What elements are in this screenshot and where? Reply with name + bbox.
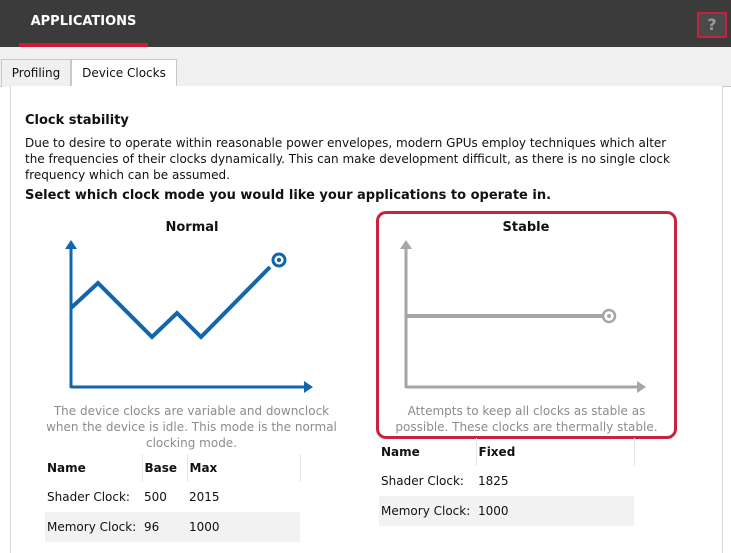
- row-base: 96: [142, 512, 187, 542]
- row-name: Shader Clock:: [381, 474, 464, 488]
- column-header-name: Name: [379, 438, 476, 466]
- stable-clock-table: [379, 438, 635, 526]
- row-base: 500: [144, 490, 167, 504]
- table-row: [379, 466, 634, 496]
- table-row: [45, 482, 300, 512]
- table-row: [45, 512, 300, 542]
- normal-clock-graph-icon: [60, 240, 320, 400]
- table-row: [379, 496, 634, 526]
- stable-clock-graph-icon: [395, 240, 655, 400]
- column-header-base: Base: [142, 454, 187, 482]
- stable-mode-description: Attempts to keep all clocks as stable as possible. These clocks are thermally stable.: [395, 404, 658, 434]
- tab-device-clocks[interactable]: Device Clocks: [71, 59, 177, 88]
- row-name: Memory Clock:: [45, 512, 142, 542]
- row-max: 2015: [189, 490, 220, 504]
- column-header-name: Name: [45, 454, 142, 482]
- table-header: [379, 438, 634, 466]
- normal-mode-title: Normal: [165, 220, 219, 235]
- applications-tab[interactable]: APPLICATIONS: [19, 0, 148, 47]
- stable-mode-title: Stable: [502, 220, 550, 235]
- row-max: 1000: [187, 512, 300, 542]
- row-name: Shader Clock:: [47, 490, 130, 504]
- help-icon[interactable]: ?: [697, 12, 727, 38]
- row-fixed: 1000: [476, 496, 634, 526]
- normal-clock-table: [45, 454, 301, 542]
- top-bar: [0, 0, 731, 47]
- section-description: Due to desire to operate within reasonable power envelopes, modern GPUs employ techniques which alter the frequencies of their clocks dynamically. This can make development difficult, as there is no single clock frequency which can be assumed.: [25, 136, 670, 182]
- row-name: Memory Clock:: [379, 496, 476, 526]
- normal-mode-description: The device clocks are variable and downclock when the device is idle. This mode is the normal clocking mode.: [46, 404, 337, 450]
- tab-strip: [0, 47, 731, 87]
- column-header-fixed: Fixed: [476, 438, 634, 466]
- column-header-max: Max: [187, 454, 300, 482]
- mode-prompt: Select which clock mode you would like your applications to operate in.: [25, 188, 552, 203]
- table-header: [45, 454, 300, 482]
- tab-profiling[interactable]: Profiling: [1, 59, 71, 87]
- row-fixed: 1825: [478, 474, 509, 488]
- section-title: Clock stability: [25, 113, 129, 128]
